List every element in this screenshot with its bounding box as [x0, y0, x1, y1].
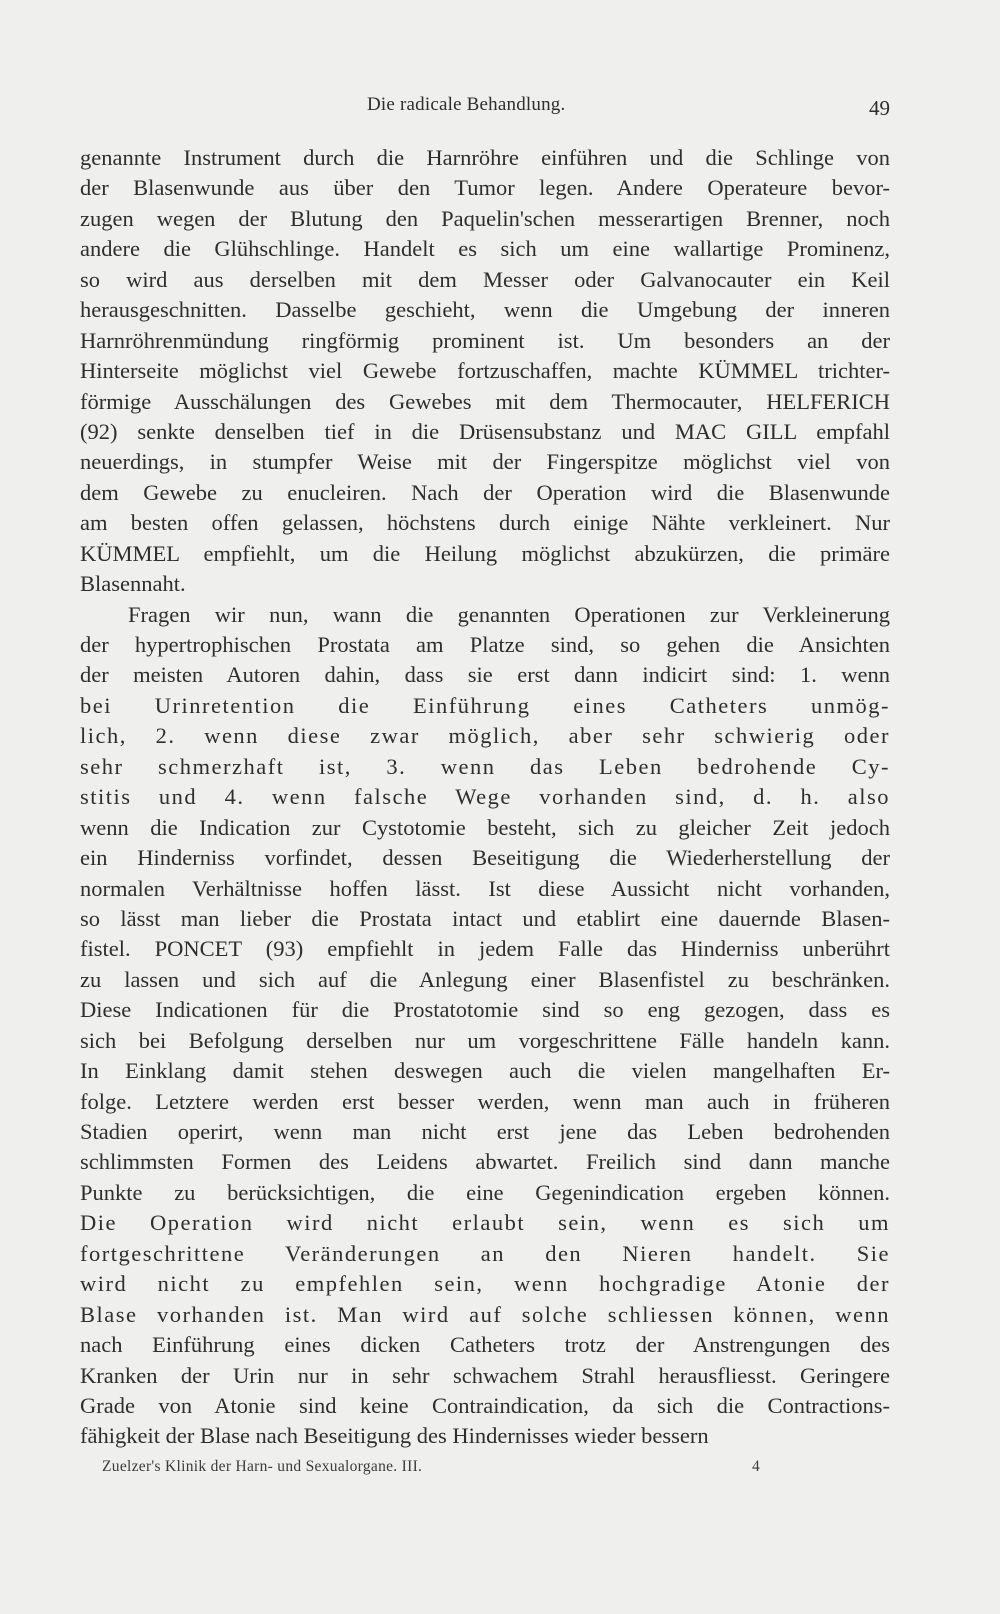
running-title: Die radicale Behandlung. [367, 94, 566, 115]
text-line: dem Gewebe zu enucleiren. Nach der Operation wird die Blasenwunde [80, 479, 890, 505]
text-line: herausgeschnitten. Dasselbe geschieht, wenn die Umgebung der inneren [80, 297, 890, 323]
text-line: der meisten Autoren dahin, dass sie erst dann indicirt sind: 1. wenn [80, 662, 890, 688]
text-line: neuerdings, in stumpfer Weise mit der Fingerspitze möglichst viel von [80, 449, 890, 475]
text-line: fähigkeit der Blase nach Beseitigung des Hindernisses wieder bessern [80, 1423, 709, 1449]
text-line: zu lassen und sich auf die Anlegung einer Blasenfistel zu beschränken. [80, 966, 890, 992]
text-line: Punkte zu berücksichtigen, die eine Gegenindication ergeben können. [80, 1179, 890, 1205]
text-line: Harnröhrenmündung ringförmig prominent ist. Um besonders an der [80, 327, 890, 353]
text-line: ein Hinderniss vorfindet, dessen Beseitigung die Wiederherstellung der [80, 845, 890, 871]
text-line: lich, 2. wenn diese zwar möglich, aber sehr schwierig oder [80, 723, 890, 749]
text-line: sehr schmerzhaft ist, 3. wenn das Leben bedrohende Cy- [80, 753, 890, 779]
running-header [80, 92, 890, 126]
body-text [80, 143, 890, 1452]
text-line: andere die Glühschlinge. Handelt es sich um eine wallartige Prominenz, [80, 236, 890, 262]
footer-source: Zuelzer's Klinik der Harn- und Sexualorgane. III. [102, 1458, 423, 1475]
text-line: Fragen wir nun, wann die genannten Operationen zur Verkleinerung [128, 601, 890, 627]
signature-mark: 4 [752, 1458, 760, 1475]
text-line: Blasennaht. [80, 571, 186, 597]
text-line: bei Urinretention die Einführung eines Catheters unmög- [80, 692, 890, 718]
text-line: am besten offen gelassen, höchstens durch einige Nähte verkleinert. Nur [80, 510, 890, 536]
text-line: der Blasenwunde aus über den Tumor legen. Andere Operateure bevor- [80, 175, 890, 201]
text-line: fortgeschrittene Veränderungen an den Nieren handelt. Sie [80, 1240, 890, 1266]
text-line: wenn die Indication zur Cystotomie besteht, sich zu gleicher Zeit jedoch [80, 814, 890, 840]
text-line: so wird aus derselben mit dem Messer oder Galvanocauter ein Keil [80, 266, 890, 292]
text-line: In Einklang damit stehen deswegen auch die vielen mangelhaften Er- [80, 1058, 890, 1084]
text-line: Grade von Atonie sind keine Contraindication, da sich die Contractions- [80, 1392, 890, 1418]
text-line: Die Operation wird nicht erlaubt sein, wenn es sich um [80, 1210, 890, 1236]
text-line: Hinterseite möglichst viel Gewebe fortzuschaffen, machte KÜMMEL trichter- [80, 358, 890, 384]
text-line: fistel. PONCET (93) empfiehlt in jedem Falle das Hinderniss unberührt [80, 936, 890, 962]
text-line: förmige Ausschälungen des Gewebes mit dem Thermocauter, HELFERICH [80, 388, 890, 414]
text-line: Stadien operirt, wenn man nicht erst jene das Leben bedrohenden [80, 1119, 890, 1144]
text-line: nach Einführung eines dicken Catheters trotz der Anstrengungen des [80, 1332, 890, 1358]
footer [102, 1458, 782, 1476]
text-line: folge. Letztere werden erst besser werden, wenn man auch in früheren [80, 1088, 890, 1114]
text-line: (92) senkte denselben tief in die Drüsensubstanz und MAC GILL empfahl [80, 418, 890, 444]
text-line: wird nicht zu empfehlen sein, wenn hochgradige Atonie der [80, 1271, 890, 1297]
text-line: Diese Indicationen für die Prostatotomie sind so eng gezogen, dass es [80, 997, 890, 1023]
text-line: so lässt man lieber die Prostata intact und etablirt eine dauernde Blasen- [80, 905, 890, 931]
text-line: Blase vorhanden ist. Man wird auf solche schliessen können, wenn [80, 1301, 890, 1327]
text-line: KÜMMEL empfiehlt, um die Heilung möglichst abzukürzen, die primäre [80, 540, 890, 566]
text-line: schlimmsten Formen des Leidens abwartet. Freilich sind dann manche [80, 1149, 890, 1175]
text-line: sich bei Befolgung derselben nur um vorgeschrittene Fälle handeln kann. [80, 1027, 890, 1053]
text-line: zugen wegen der Blutung den Paquelin'schen messerartigen Brenner, noch [80, 205, 890, 231]
text-line: stitis und 4. wenn falsche Wege vorhanden sind, d. h. also [80, 784, 890, 810]
text-line: der hypertrophischen Prostata am Platze sind, so gehen die Ansichten [80, 632, 890, 657]
page-number: 49 [869, 96, 890, 120]
text-line: normalen Verhältnisse hoffen lässt. Ist diese Aussicht nicht vorhanden, [80, 875, 890, 901]
text-line: genannte Instrument durch die Harnröhre einführen und die Schlinge von [80, 145, 890, 170]
text-line: Kranken der Urin nur in sehr schwachem Strahl herausfliesst. Geringere [80, 1362, 890, 1388]
